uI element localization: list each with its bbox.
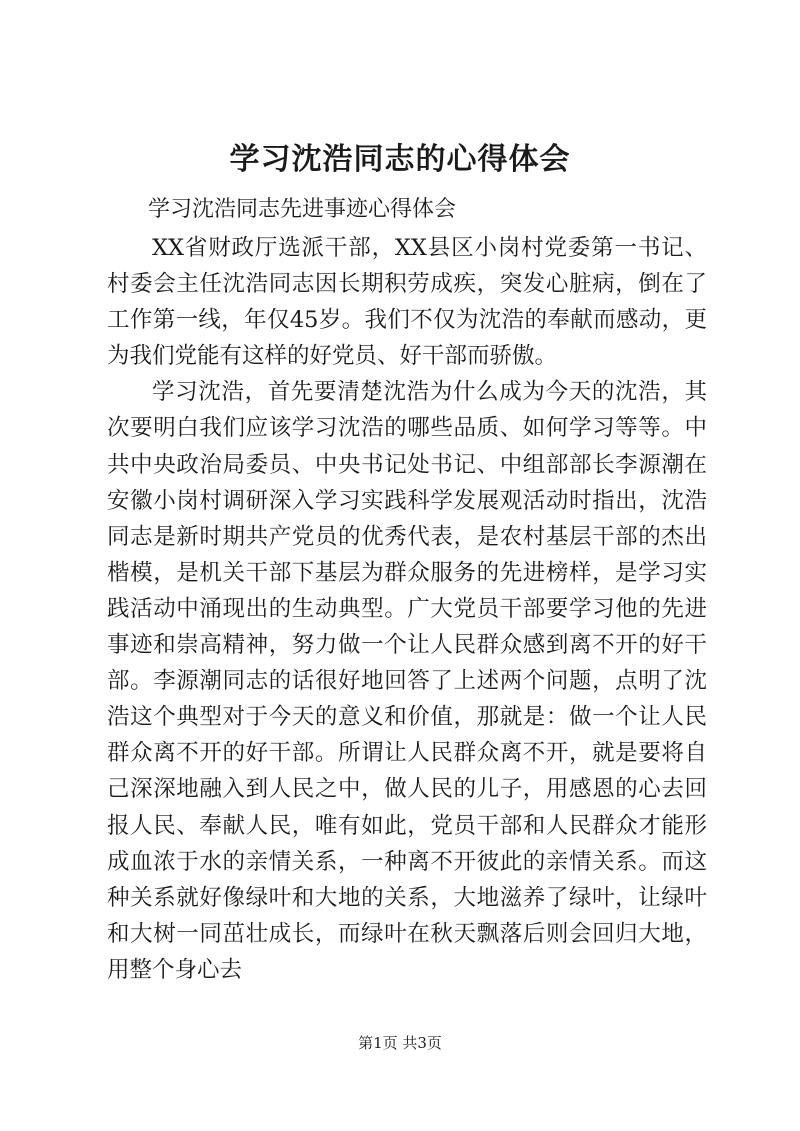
document-subtitle: 学习沈浩同志先进事迹心得体会 bbox=[148, 197, 457, 222]
paragraph-2: 学习沈浩，首先要清楚沈浩为什么成为今天的沈浩，其次要明白我们应该学习沈浩的哪些品质、如何学习等等。中共中央政治局委员、中央书记处书记、中组部部长李源潮在安徽小岗村调研深入学习实践科学发展观活动时指出，沈浩同志是新时期共产党员的优秀代表，是农村基层干部的杰出楷模，是机关干部下基层为群众服务的先进榜样，是学习实践活动中涌现出的生动典型。广大党员干部要学习他的先进事迹和崇高精神，努力做一个让人民群众感到离不开的好干部。李源潮同志的话很好地回答了上述两个问题，点明了沈浩这个典型对于今天的意义和价值，那就是：做一个让人民群众离不开的好干部。所谓让人民群众离不开，就是要将自己深深地融入到人民之中，做人民的儿子，用感恩的心去回报人民、奉献人民，唯有如此，党员干部和人民群众才能形成血浓于水的亲情关系，一种离不开彼此的亲情关系。而这种关系就好像绿叶和大地的关系，大地滋养了绿叶，让绿叶和大树一同茁壮成长，而绿叶在秋天飘落后则会回归大地，用整个身心去 bbox=[107, 379, 707, 983]
paragraph-1: XX省财政厅选派干部，XX县区小岗村党委第一书记、村委会主任沈浩同志因长期积劳成疾，突发心脏病，倒在了工作第一线，年仅45岁。我们不仅为沈浩的奉献而感动，更为我们党能有这样的好党员、好干部而骄傲。 bbox=[107, 235, 707, 370]
page-footer: 第1页 共3页 bbox=[358, 1034, 442, 1052]
document-title: 学习沈浩同志的心得体会 bbox=[229, 142, 571, 177]
document-body bbox=[107, 230, 707, 988]
